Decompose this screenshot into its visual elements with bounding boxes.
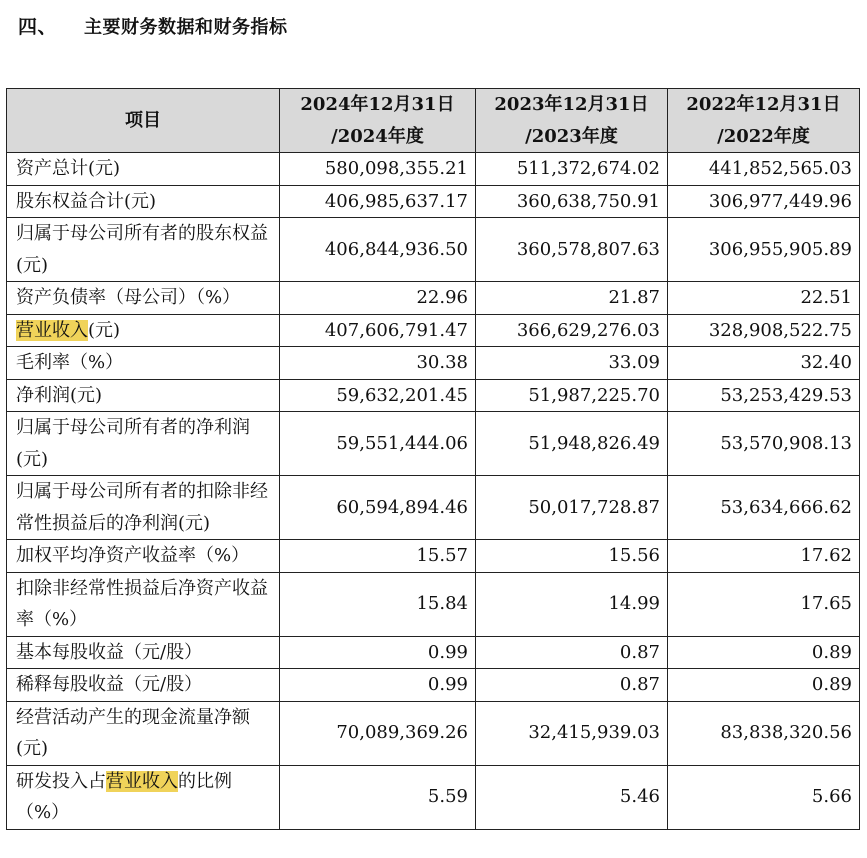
table-row [7,412,860,476]
row-label-text: 股东权益合计(元) [16,190,157,212]
row-label-text: 归属于母公司所有者的扣除非经常性损益后的净利润(元) [16,481,268,534]
table-row [7,669,860,702]
value-2022: 306,955,905.89 [668,218,860,282]
value-2024: 580,098,355.21 [280,153,476,186]
value-2024: 0.99 [280,669,476,702]
table-row [7,572,860,636]
header-2023: 2023年12月31日 /2023年度 [476,89,668,153]
value-2022: 53,253,429.53 [668,379,860,412]
value-2023: 14.99 [476,572,668,636]
table-row [7,153,860,186]
value-2022: 0.89 [668,636,860,669]
table-row [7,185,860,218]
row-label-text: 研发投入占 [16,770,106,792]
section-title: 主要财务数据和财务指标 [84,17,288,38]
value-2024: 0.99 [280,636,476,669]
row-label [7,282,280,315]
table-body [7,153,860,830]
value-2022: 328,908,522.75 [668,314,860,347]
row-label [7,314,280,347]
value-2022: 5.66 [668,765,860,829]
value-2024: 15.84 [280,572,476,636]
row-label-text: 加权平均净资产收益率（%） [16,545,250,566]
value-2022: 83,838,320.56 [668,701,860,765]
row-label [7,153,280,186]
value-2022: 53,570,908.13 [668,412,860,476]
value-2024: 15.57 [280,540,476,573]
row-label-text: 扣除非经常性损益后净资产收益率（%） [16,577,268,630]
value-2022: 0.89 [668,669,860,702]
value-2022: 17.65 [668,572,860,636]
section-heading [18,12,288,39]
row-label-text: 归属于母公司所有者的股东权益(元) [16,223,268,276]
value-2022: 53,634,666.62 [668,476,860,540]
value-2023: 366,629,276.03 [476,314,668,347]
highlighted-text: 营业收入 [106,770,178,792]
row-label-text: 稀释每股收益（元/股） [16,674,203,695]
value-2023: 51,987,225.70 [476,379,668,412]
table-row [7,701,860,765]
value-2024: 60,594,894.46 [280,476,476,540]
value-2022: 306,977,449.96 [668,185,860,218]
row-label-text: 资产总计(元) [16,158,121,179]
row-label [7,572,280,636]
value-2024: 406,985,637.17 [280,185,476,218]
row-label [7,701,280,765]
value-2024: 22.96 [280,282,476,315]
row-label-text: (元) [88,319,121,341]
value-2022: 441,852,565.03 [668,153,860,186]
value-2023: 51,948,826.49 [476,412,668,476]
table-row [7,347,860,380]
value-2023: 5.46 [476,765,668,829]
table-row [7,314,860,347]
row-label [7,379,280,412]
value-2024: 59,551,444.06 [280,412,476,476]
financial-data-table [6,88,860,830]
table-row [7,379,860,412]
value-2023: 33.09 [476,347,668,380]
row-label [7,185,280,218]
table-header-row [7,89,860,153]
row-label [7,669,280,702]
value-2023: 21.87 [476,282,668,315]
value-2024: 407,606,791.47 [280,314,476,347]
value-2023: 15.56 [476,540,668,573]
row-label-text: 归属于母公司所有者的净利润(元) [16,417,250,470]
value-2023: 360,638,750.91 [476,185,668,218]
value-2022: 32.40 [668,347,860,380]
row-label-text: 经营活动产生的现金流量净额(元) [16,706,250,759]
table-row [7,282,860,315]
row-label [7,765,280,829]
highlighted-text: 营业收入 [16,319,88,341]
value-2024: 406,844,936.50 [280,218,476,282]
header-2024: 2024年12月31日 /2024年度 [280,89,476,153]
row-label [7,412,280,476]
header-2022: 2022年12月31日 /2022年度 [668,89,860,153]
row-label [7,347,280,380]
value-2024: 5.59 [280,765,476,829]
value-2023: 360,578,807.63 [476,218,668,282]
value-2023: 50,017,728.87 [476,476,668,540]
row-label [7,540,280,573]
value-2022: 17.62 [668,540,860,573]
table-row [7,765,860,829]
value-2023: 0.87 [476,669,668,702]
row-label [7,636,280,669]
table-row [7,476,860,540]
row-label-text: 净利润(元) [16,384,103,406]
value-2023: 511,372,674.02 [476,153,668,186]
value-2024: 59,632,201.45 [280,379,476,412]
table-row [7,540,860,573]
row-label [7,476,280,540]
row-label [7,218,280,282]
value-2022: 22.51 [668,282,860,315]
row-label-text: 的比例（%） [16,770,232,823]
row-label-text: 毛利率（%） [16,352,124,373]
value-2023: 0.87 [476,636,668,669]
row-label-text: 资产负债率（母公司）（%） [16,287,241,308]
table-row [7,636,860,669]
value-2024: 70,089,369.26 [280,701,476,765]
table-row [7,218,860,282]
header-item: 项目 [7,89,280,153]
row-label-text: 基本每股收益（元/股） [16,641,203,663]
value-2024: 30.38 [280,347,476,380]
value-2023: 32,415,939.03 [476,701,668,765]
section-number: 四、 [18,16,58,38]
